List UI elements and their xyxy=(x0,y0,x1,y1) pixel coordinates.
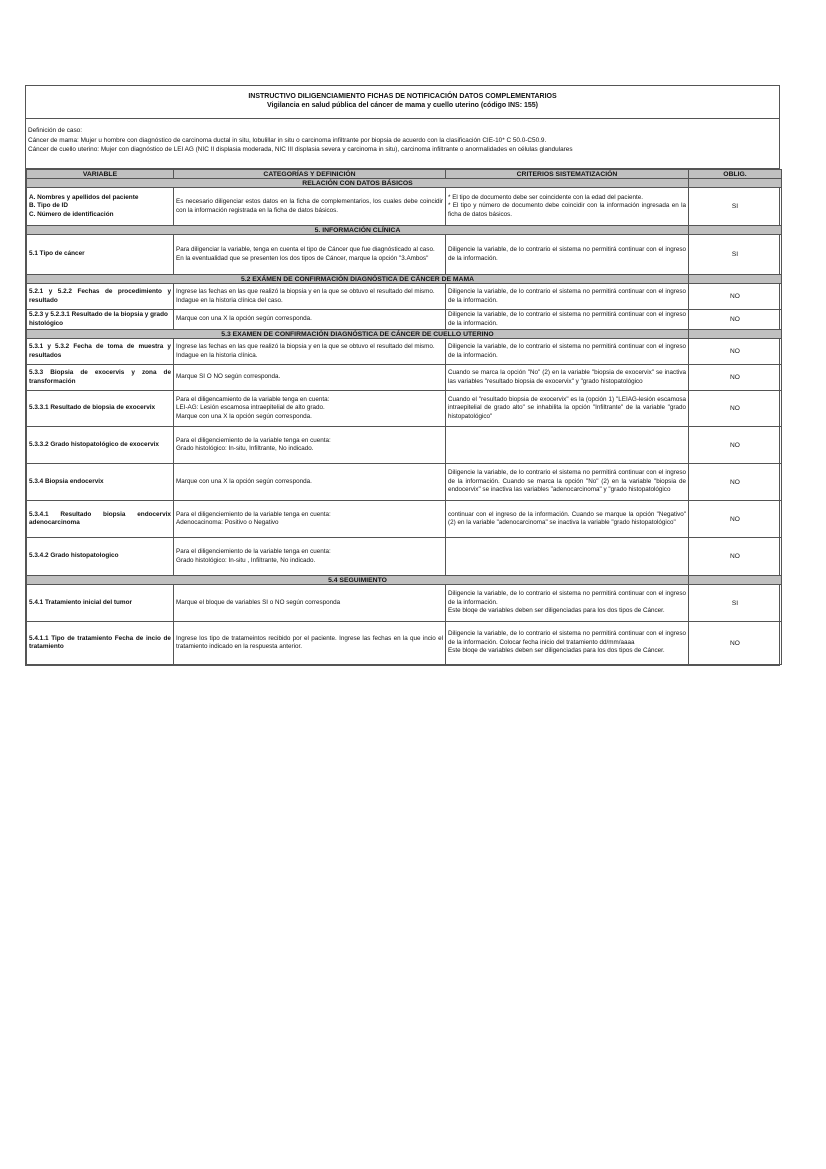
definition-line: Es necesario diligenciar estos datos en la ficha de complementarios, los cuales debe coincidir con la información registrada en la ficha de datos básicos. xyxy=(176,197,443,214)
definition-cell xyxy=(174,464,446,501)
section-title: 5. INFORMACIÓN CLÍNICA xyxy=(27,226,689,235)
variable-line: 5.2.1 y 5.2.2 Fechas de procedimiento y resultado xyxy=(29,287,171,304)
header-variable: VARIABLE xyxy=(27,170,174,179)
section-header-row xyxy=(27,576,782,585)
definition-line: En la eventualidad que se presenten los dos tipos de Cáncer, marque la opción "3.Ambos" xyxy=(176,254,429,262)
variable-cell xyxy=(27,310,174,330)
definition-cell xyxy=(174,365,446,391)
section-oblig-cell xyxy=(689,576,782,585)
variable-line: B. Tipo de ID xyxy=(29,202,68,210)
definition-cell xyxy=(174,501,446,538)
criteria-line: Este bloqe de variables deben ser diligenciadas para los dos tipos de Cáncer. xyxy=(448,647,665,655)
variable-line: 5.3.3.2 Grado histopatológico de exocervix xyxy=(29,440,159,448)
criteria-line: Este bloqe de variables deben ser diligenciadas para los dos tipos de Cáncer. xyxy=(448,607,665,615)
criteria-cell xyxy=(446,284,689,310)
variables-table xyxy=(26,169,782,665)
header-criterios: CRITERIOS SISTEMATIZACIÓN xyxy=(446,170,689,179)
definition-line: Ingrese las fechas en las que realizó la biopsia y en la que se obtuvo el resultado del mismo. xyxy=(176,287,435,295)
section-title: RELACIÓN CON DATOS BÁSICOS xyxy=(27,179,689,188)
variable-line: 5.3.4 Biopsia endocervix xyxy=(29,477,104,485)
definition-cell xyxy=(174,339,446,365)
variable-cell xyxy=(27,464,174,501)
oblig-cell: SI xyxy=(689,585,782,622)
definition-line: Para diligenciar la variable, tenga en cuenta el tipo de Cáncer que fue diagnósticado al caso. xyxy=(176,245,435,253)
title-line-1: INSTRUCTIVO DILIGENCIAMIENTO FICHAS DE NOTIFICACIÓN DATOS COMPLEMENTARIOS xyxy=(248,93,557,100)
case-definition xyxy=(26,119,779,169)
oblig-cell: SI xyxy=(689,188,782,226)
variable-cell xyxy=(27,391,174,427)
criteria-line: continuar con el ingreso de la información. Cuando se marque la opción "Negativo" (2) en la variable "adenocarcinoma" se inactiva la variable "grado histopatológico" xyxy=(448,510,686,527)
section-header-row xyxy=(27,226,782,235)
table-row xyxy=(27,235,782,275)
variable-cell xyxy=(27,427,174,464)
definition-cell xyxy=(174,427,446,464)
definition-cell xyxy=(174,235,446,275)
criteria-line: Cuando el "resultado biopsia de exocervix" es la (opción 1) "LEIAG-lesión escamosa intraepitelial de grado alto" se inhabilita la opción "Infiltrante" de la variable "grado histopatológico" xyxy=(448,395,686,420)
definition-cell xyxy=(174,585,446,622)
definition-line: Marque el bloque de variables SI o NO según corresponda xyxy=(176,598,341,606)
criteria-cell xyxy=(446,538,689,576)
header-oblig: OBLIG. xyxy=(689,170,782,179)
oblig-cell: SI xyxy=(689,235,782,275)
definition-line: Para el diligenciemiento de la variable tenga en cuenta: xyxy=(176,548,331,556)
variable-cell xyxy=(27,365,174,391)
section-header-row xyxy=(27,179,782,188)
section-title: 5.3 EXAMEN DE CONFIRMACIÓN DIAGNÓSTICA DE CÁNCER DE CUELLO UTERINO xyxy=(27,330,689,339)
definition-line: Indague en la historia clínica del caso. xyxy=(176,296,283,304)
criteria-line: Diligencie la variable, de lo contrario el sistema no permitirá continuar con el ingreso de la información. Colocar fecha inicio del tratamiento dd/mm/aaaa xyxy=(448,630,686,646)
criteria-cell xyxy=(446,391,689,427)
variable-line: 5.4.1 Tratamiento inicial del tumor xyxy=(29,598,132,606)
criteria-line: Diligencie la variable, de lo contrario el sistema no permitirá continuar con el ingreso de la información. Cuando se marca la opción "No" (2) en la variable "biopsia de endocervix" se inactiva las variables "adenocarcinoma" y "grado histopatológico xyxy=(448,469,686,494)
definition-line: Adenocacinoma: Positivo o Negativo xyxy=(176,519,279,527)
definition-line: Grado histológico: In-situ , Infiltrante, No indicado. xyxy=(176,556,316,564)
variable-cell xyxy=(27,284,174,310)
oblig-cell: NO xyxy=(689,284,782,310)
variable-line: 5.3.1 y 5.3.2 Fecha de toma de muestra y resultados xyxy=(29,343,171,359)
criteria-cell xyxy=(446,585,689,622)
section-title: 5.2 EXÁMEN DE CONFIRMACIÓN DIAGNÓSTICA DE CÁNCER DE MAMA xyxy=(27,275,689,284)
variable-line: 5.1 Tipo de cáncer xyxy=(29,250,85,258)
criteria-line: Diligencie la variable, de lo contrario el sistema no permitirá continuar con el ingreso de la información. xyxy=(448,245,686,262)
variable-line: 5.4.1.1 Tipo de tratamiento Fecha de incio de tratamiento xyxy=(29,634,171,651)
table-row xyxy=(27,284,782,310)
section-oblig-cell xyxy=(689,226,782,235)
oblig-cell: NO xyxy=(689,622,782,665)
definition-mama: Cáncer de mama: Mujer u hombre con diagnóstico de carcinoma ductal in situ, lobulillar in situ o carcinoma infiltrante por biopsia de acuerdo con la clasificación CIE-10* C 50.0-C50.9. xyxy=(28,136,547,144)
variable-cell xyxy=(27,188,174,226)
criteria-line: * El tipo y número de documento debe coincidir con la información ingresada en la ficha de datos básicos. xyxy=(448,202,686,218)
definition-line: Grado histológico: In-situ, Infiltrante, No indicado. xyxy=(176,445,314,453)
table-row xyxy=(27,622,782,665)
title-line-2: Vigilancia en salud pública del cáncer de mama y cuello uterino (código INS: 155) xyxy=(266,102,538,109)
criteria-cell xyxy=(446,427,689,464)
criteria-line: Diligencie la variable, de lo contrario el sistema no permitirá continuar con el ingreso de la información. xyxy=(448,311,686,327)
definition-line: Ingrese los tipo de tratameintos recibido por el paciente. Ingrese las fechas en la que incio el tratamiento indicado en la respuesta anterior. xyxy=(176,634,443,651)
definition-line: Marque con una X la opción según corresponda. xyxy=(176,315,312,323)
table-body xyxy=(27,179,782,665)
criteria-cell xyxy=(446,464,689,501)
variable-cell xyxy=(27,235,174,275)
definition-cell xyxy=(174,188,446,226)
section-header-row xyxy=(27,275,782,284)
variable-line: 5.2.3 y 5.2.3.1 Resultado de la biopsia y grado histológico xyxy=(29,311,168,327)
criteria-cell xyxy=(446,622,689,665)
instructivo-sheet xyxy=(25,85,780,666)
criteria-line: * El tipo de documento debe ser coincidente con la edad del paciente. xyxy=(448,193,643,201)
section-oblig-cell xyxy=(689,330,782,339)
table-row xyxy=(27,391,782,427)
oblig-cell: NO xyxy=(689,464,782,501)
table-row xyxy=(27,538,782,576)
variable-line: C. Número de identificación xyxy=(29,210,114,218)
variable-cell xyxy=(27,538,174,576)
definition-cell xyxy=(174,622,446,665)
definition-line: Para el diligenciemiento de la variable tenga en cuenta: xyxy=(176,436,331,444)
table-row xyxy=(27,464,782,501)
variable-line: 5.3.4.2 Grado histopatologico xyxy=(29,552,119,560)
table-row xyxy=(27,310,782,330)
table-row xyxy=(27,427,782,464)
table-row xyxy=(27,339,782,365)
definition-line: LEI-AG: Lesión escamosa intraepitelial de alto grado. xyxy=(176,404,325,412)
criteria-cell xyxy=(446,310,689,330)
oblig-cell: NO xyxy=(689,427,782,464)
definition-line: Marque con una X la opción según corresponda. xyxy=(176,412,312,420)
criteria-line: Cuando se marca la opción "No" (2) en la variable "biopsia de exocervix" se inactiva las variables "resultado biopsia de exocervix" y "grado histopatológico xyxy=(448,369,686,385)
definition-cell xyxy=(174,284,446,310)
definition-line: Marque SI O NO según corresponda. xyxy=(176,373,281,381)
definition-line: Ingrese las fechas en las que realizó la biopsia y en la que se obtuvo el resultado del mismo. xyxy=(176,343,435,351)
criteria-line: Diligencie la variable, de lo contrario el sistema no permitirá continuar con el ingreso de la información. xyxy=(448,287,686,304)
oblig-cell: NO xyxy=(689,365,782,391)
variable-line: 5.3.3.1 Resultado de biopsia de exocervix xyxy=(29,404,156,412)
table-row xyxy=(27,501,782,538)
section-title: 5.4 SEGUIMIENTO xyxy=(27,576,689,585)
criteria-cell xyxy=(446,365,689,391)
variable-line: 5.3.4.1 Resultado biopsia endocervix adenocarcinoma xyxy=(29,510,171,527)
criteria-cell xyxy=(446,501,689,538)
document-title xyxy=(26,86,779,119)
criteria-cell xyxy=(446,188,689,226)
definition-line: Para el diligencamiento de la variable tenga en cuenta: xyxy=(176,395,330,403)
variable-cell xyxy=(27,339,174,365)
definition-line: Indague en la historia clínica. xyxy=(176,351,258,359)
criteria-cell xyxy=(446,339,689,365)
oblig-cell: NO xyxy=(689,339,782,365)
table-header-row xyxy=(27,170,782,179)
definition-line: Marque con una X la opción según corresponda. xyxy=(176,477,312,485)
header-categorias: CATEGORÍAS Y DEFINICIÓN xyxy=(174,170,446,179)
variable-cell xyxy=(27,585,174,622)
definition-cell xyxy=(174,391,446,427)
variable-line: A. Nombres y apellidos del paciente xyxy=(29,193,139,201)
definition-cell xyxy=(174,538,446,576)
oblig-cell: NO xyxy=(689,391,782,427)
variable-cell xyxy=(27,501,174,538)
table-row xyxy=(27,365,782,391)
variable-cell xyxy=(27,622,174,665)
oblig-cell: NO xyxy=(689,538,782,576)
section-oblig-cell xyxy=(689,275,782,284)
section-oblig-cell xyxy=(689,179,782,188)
criteria-line: Diligencie la variable, de lo contrario el sistema no permitirá continuar con el ingreso de la información. xyxy=(448,590,686,606)
oblig-cell: NO xyxy=(689,310,782,330)
criteria-line: Diligencie la variable, de lo contrario el sistema no permitirá continuar con el ingreso de la información. xyxy=(448,343,686,359)
table-row xyxy=(27,585,782,622)
oblig-cell: NO xyxy=(689,501,782,538)
section-header-row xyxy=(27,330,782,339)
definition-line: Para el diligenciemiento de la variable tenga en cuenta: xyxy=(176,510,331,518)
definition-heading: Definición de caso: xyxy=(28,127,82,134)
variable-line: 5.3.3 Biopsia de exocervis y zona de transformación xyxy=(29,369,171,385)
definition-cell xyxy=(174,310,446,330)
definition-cuello: Cáncer de cuello uterino: Mujer con diagnóstico de LEI AG (NIC II displasia moderada, NIC III displasia severa y carcinoma in situ), carcinoma infiltrante o anormalidades en células glandulares xyxy=(28,146,573,153)
criteria-cell xyxy=(446,235,689,275)
table-row xyxy=(27,188,782,226)
